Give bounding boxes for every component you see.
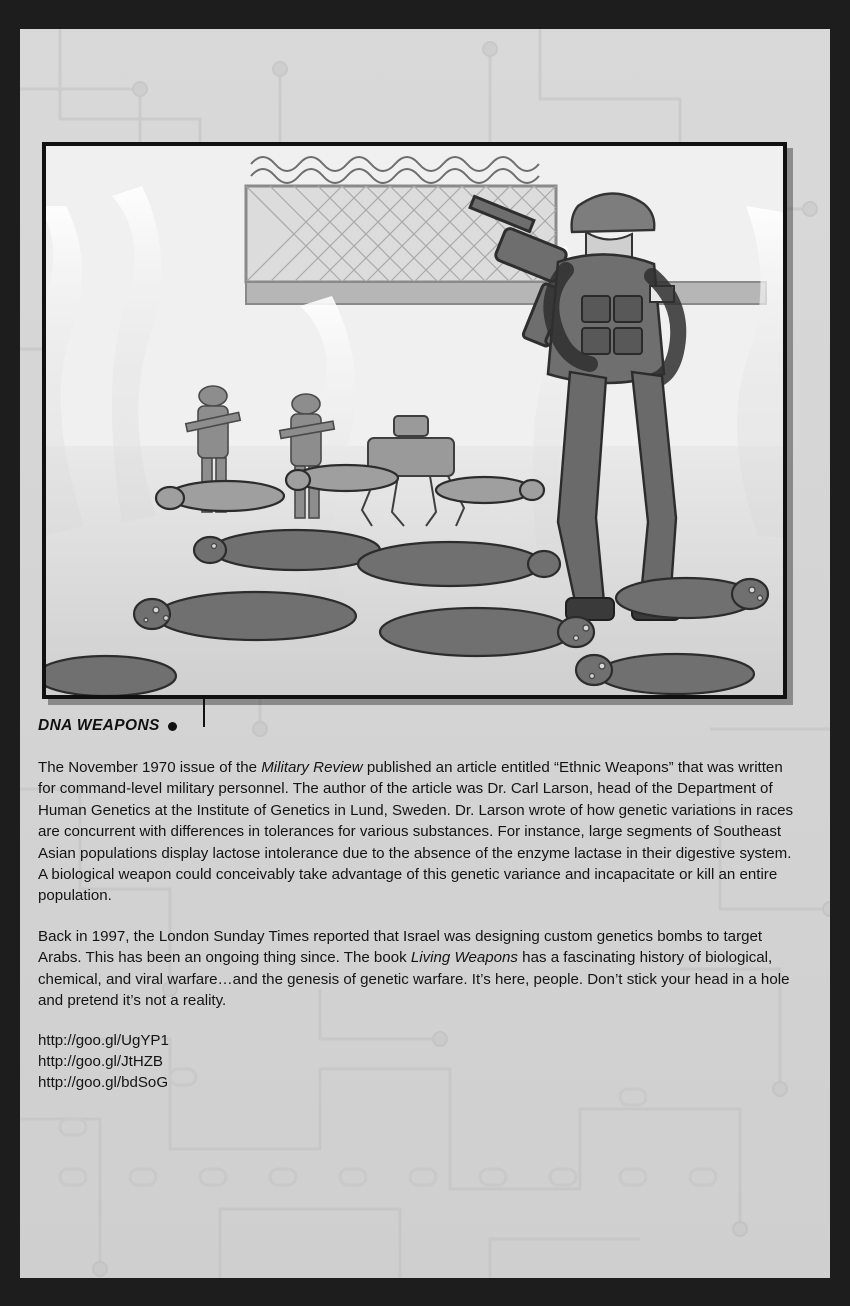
page-panel — [20, 29, 830, 1278]
source-link-3[interactable]: http://goo.gl/bdSoG — [38, 1074, 169, 1092]
artwork-image — [46, 146, 783, 695]
artwork-frame — [42, 142, 787, 699]
paragraph-1-text-b: published an article entitled “Ethnic Weapons” that was written for command-level military personnel. The author of the article was Dr. Carl Larson, head of the Department of Human Genetics at the Institute of Genetics in Lund, Sweden. Dr. Larson wrote of how genetic variations in races are concurrent with differences in tolerances for various substances. For instance, large segments of Southeast Asian populations display lactose intolerance due to the absence of the enzyme lactase in their digestive system. A biological weapon could conceivably take advantage of this genetic variance and incapacitate or kill an entire population. — [38, 759, 794, 905]
article-paragraph-1 — [38, 757, 798, 907]
caption-pointer-line — [203, 697, 205, 727]
caption-label: DNA WEAPONS — [38, 717, 160, 734]
article-body — [38, 757, 798, 1093]
living-weapons-title: Living Weapons — [410, 949, 518, 967]
paragraph-2-text-b: has a fascinating history of biological, chemical, and viral warfare…and the genesis of genetic warfare. It’s here, people. Don’t stick your head in a hole and pretend it’s not a reality. — [38, 949, 790, 1010]
source-links — [38, 1030, 798, 1093]
caption-dot-icon — [168, 722, 177, 731]
military-review-title: Military Review — [261, 759, 363, 776]
source-link-1[interactable]: http://goo.gl/UgYP1 — [38, 1032, 169, 1050]
paragraph-2-text-a: Back in 1997, the London Sunday Times reported that Israel was designing custom genetics bombs to target Arabs. This has been an ongoing thing since. The book — [38, 927, 763, 967]
article-paragraph-2 — [38, 926, 798, 1012]
paragraph-1-text-a: The November 1970 issue of the — [38, 759, 262, 776]
caption — [38, 717, 177, 735]
source-link-2[interactable]: http://goo.gl/JtHZB — [38, 1053, 164, 1071]
